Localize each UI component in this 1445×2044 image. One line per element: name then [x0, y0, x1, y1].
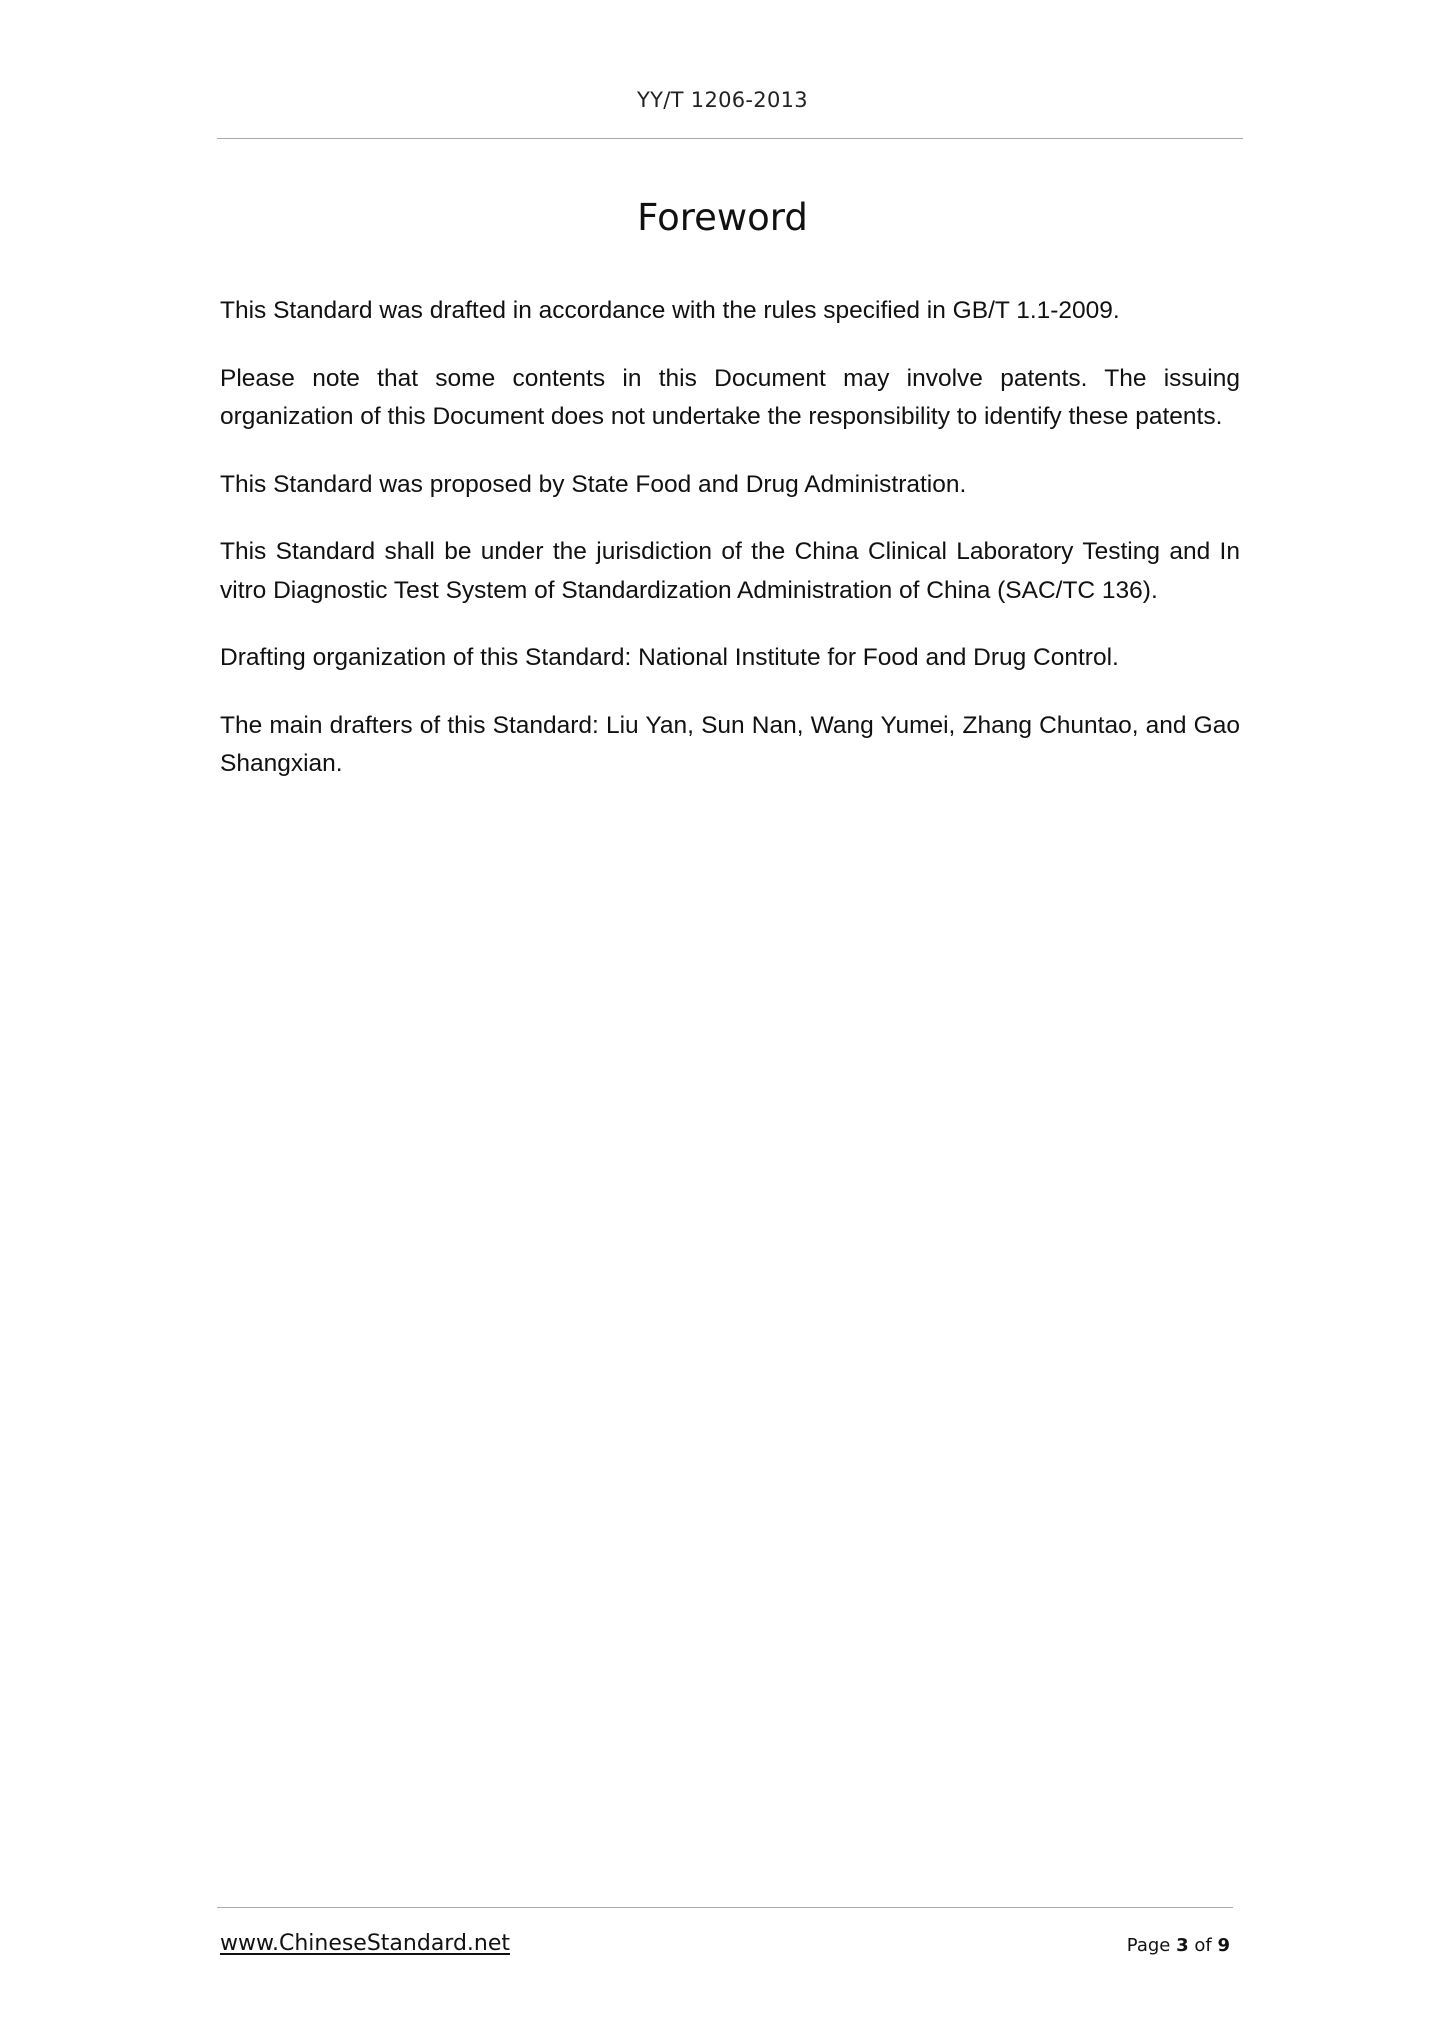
header-divider: [217, 138, 1243, 139]
page-of-label: of: [1194, 1935, 1212, 1956]
page-total: 9: [1217, 1935, 1230, 1956]
standard-code-header: YY/T 1206-2013: [637, 88, 808, 112]
page-title: Foreword: [637, 196, 808, 239]
page-label: Page: [1126, 1935, 1171, 1956]
page-current: 3: [1176, 1935, 1189, 1956]
page-number: [1127, 1935, 1230, 1956]
paragraph-drafting-rules: This Standard was drafted in accordance with the rules specified in GB/T 1.1-2009.: [220, 297, 1120, 324]
footer-divider: [217, 1907, 1233, 1908]
paragraph-jurisdiction: This Standard shall be under the jurisdiction of the China Clinical Laboratory Testing and In vitro Diagnostic Test System of Standardization Administration of China (SAC/TC 136).: [220, 538, 1240, 604]
website-link[interactable]: www.ChineseStandard.net: [220, 1931, 511, 1956]
paragraph-patent-notice: Please note that some contents in this Document may involve patents. The issuing organization of this Document does not undertake the responsibility to identify these patents.: [220, 364, 1240, 430]
paragraph-main-drafters: The main drafters of this Standard: Liu Yan, Sun Nan, Wang Yumei, Zhang Chuntao, and Gao Shangxian.: [220, 711, 1240, 777]
paragraph-drafting-organization: Drafting organization of this Standard: National Institute for Food and Drug Control.: [220, 644, 1119, 671]
foreword-body: [220, 292, 1240, 813]
paragraph-proposed-by: This Standard was proposed by State Food and Drug Administration.: [220, 470, 967, 498]
